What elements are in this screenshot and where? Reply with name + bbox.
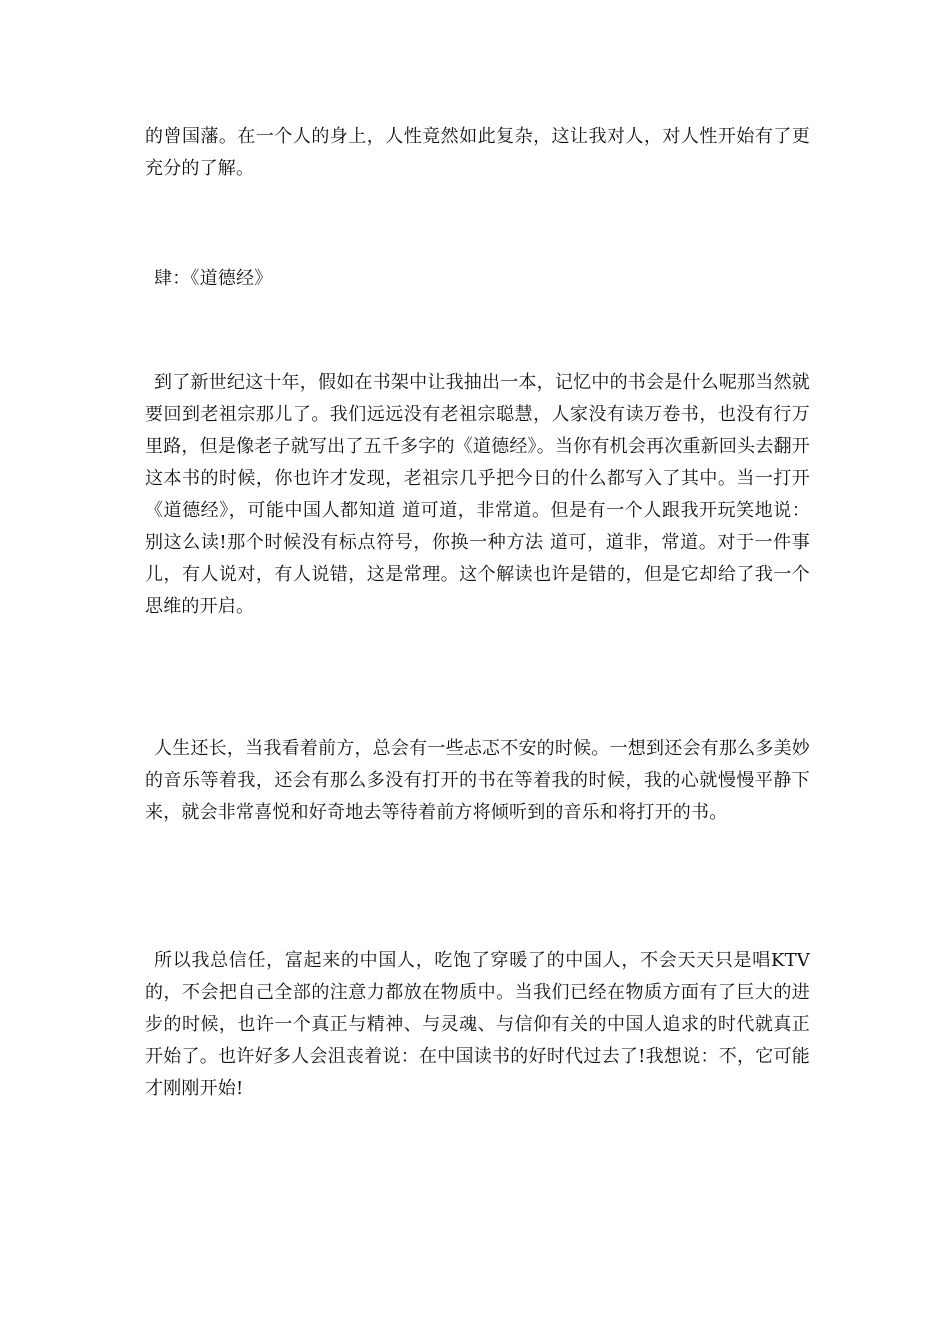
paragraph-music-and-books: 人生还长，当我看着前方，总会有一些忐忑不安的时候。一想到还会有那么多美妙的音乐等着我，还会有那么多没有打开的书在等着我的时候，我的心就慢慢平静下来，就会非常喜悦和好奇地去等待着前方将倾听到的音乐和将打开的书。 — [145, 738, 810, 823]
paragraph-dao-de-jing: 到了新世纪这十年，假如在书架中让我抽出一本，记忆中的书会是什么呢那当然就要回到老祖宗那儿了。我们远远没有老祖宗聪慧，人家没有读万卷书，也没有行万里路，但是像老子就写出了五千多字的《道德经》。当你有机会再次重新回头去翻开这本书的时候，你也许才发现，老祖宗几乎把今日的什么都写入了其中。当一打开《道德经》，可能中国人都知道 道可道，非常道。但是有一个人跟我开玩笑地说：别这么读!那个时候没有标点符号，你换一种方法 道可，道非，常道。对于一件事儿，有人说对，有人说错，这是常理。这个解读也许是错的，但是它却给了我一个思维的开启。 — [145, 372, 810, 617]
section-heading-dao-de-jing: 肆：《道德经》 — [154, 268, 273, 289]
paragraph-reading-era: 所以我总信任，富起来的中国人，吃饱了穿暖了的中国人，不会天天只是唱KTV的，不会把自己全部的注意力都放在物质中。当我们已经在物质方面有了巨大的进步的时候，也许一个真正与精神、与灵魂、与信仰有关的中国人追求的时代就真正开始了。也许好多人会沮丧着说：在中国读书的好时代过去了!我想说：不，它可能才刚刚开始! — [145, 950, 810, 1099]
paragraph-zeng-guofan: 的曾国藩。在一个人的身上，人性竟然如此复杂，这让我对人，对人性开始有了更充分的了解。 — [145, 126, 810, 179]
